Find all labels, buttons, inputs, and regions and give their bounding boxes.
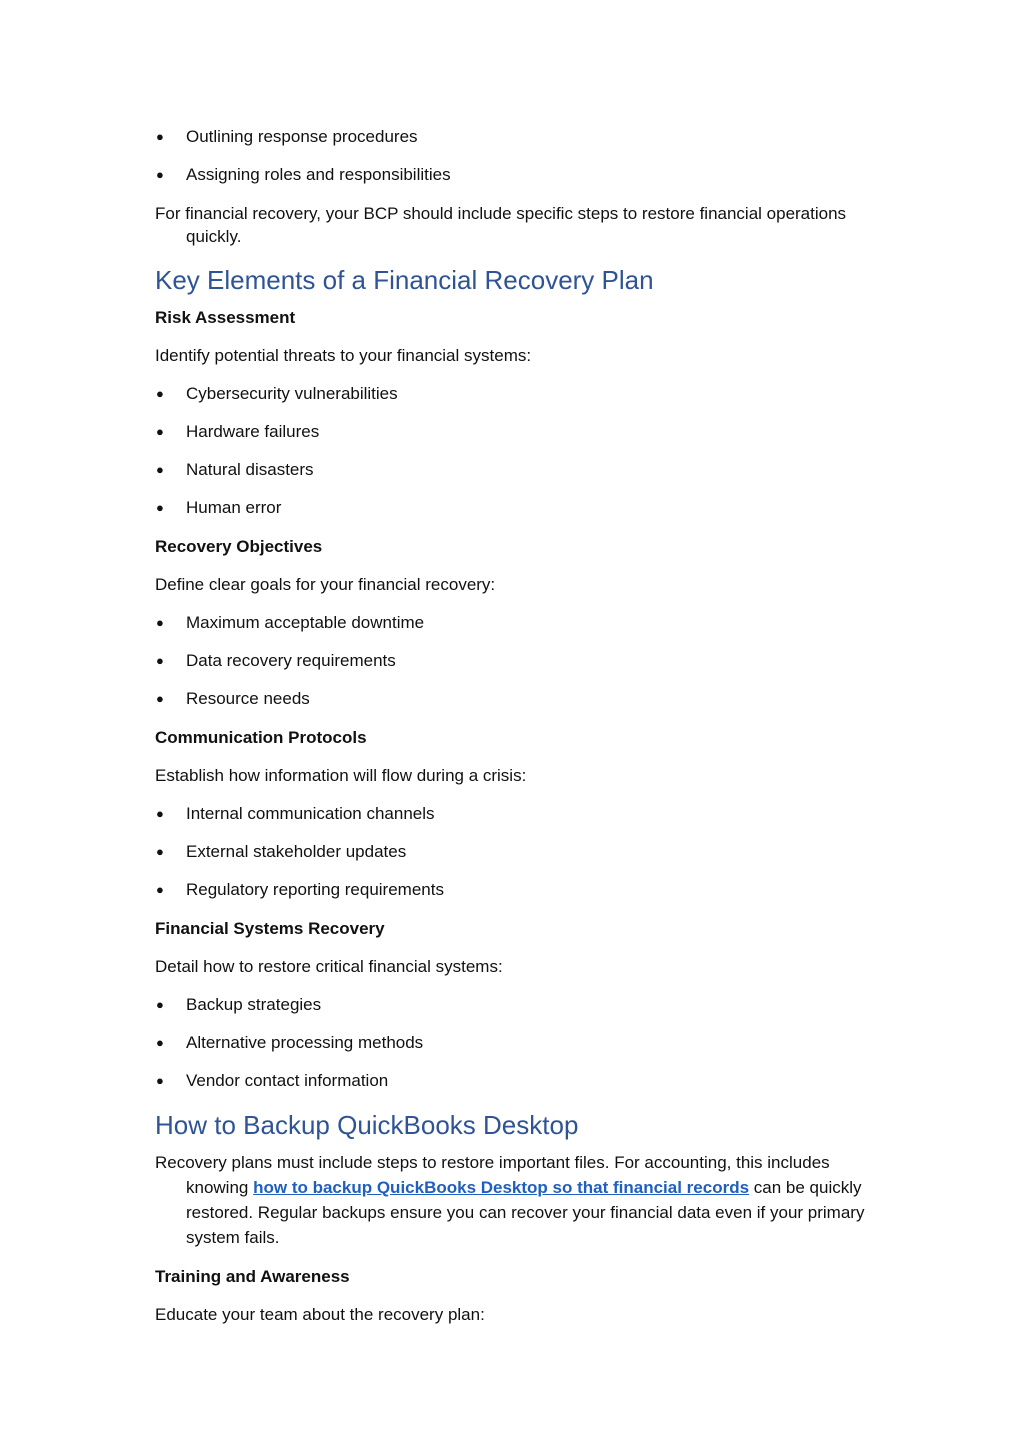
backup-paragraph-line bbox=[186, 1176, 862, 1200]
subsection-lead: Define clear goals for your financial recovery: bbox=[155, 575, 496, 594]
backup-paragraph-line: system fails. bbox=[186, 1228, 280, 1247]
intro-paragraph-line: quickly. bbox=[186, 227, 242, 246]
bullet-icon: ● bbox=[156, 882, 164, 897]
list-item-text: Backup strategies bbox=[186, 995, 322, 1014]
list-item-text: Regulatory reporting requirements bbox=[186, 880, 444, 899]
subsection-lead: Identify potential threats to your financial systems: bbox=[155, 346, 532, 365]
subsection-title: Recovery Objectives bbox=[155, 537, 323, 556]
section-heading: How to Backup QuickBooks Desktop bbox=[155, 1110, 579, 1140]
bullet-icon: ● bbox=[156, 1073, 164, 1088]
list-item-text: Data recovery requirements bbox=[186, 651, 396, 670]
subsection-lead: Educate your team about the recovery plan: bbox=[155, 1305, 485, 1324]
list-item-text: Internal communication channels bbox=[186, 804, 435, 823]
bullet-icon: ● bbox=[156, 844, 164, 859]
bullet-icon: ● bbox=[156, 129, 164, 144]
list-item-text: Cybersecurity vulnerabilities bbox=[186, 384, 398, 403]
subsection-title: Communication Protocols bbox=[155, 728, 367, 747]
section-heading: Key Elements of a Financial Recovery Plan bbox=[155, 265, 654, 295]
list-item-text: Outlining response procedures bbox=[186, 127, 418, 146]
bullet-icon: ● bbox=[156, 806, 164, 821]
bullet-icon: ● bbox=[156, 167, 164, 182]
list-item-text: Human error bbox=[186, 498, 282, 517]
backup-paragraph-text: knowing bbox=[186, 1178, 254, 1197]
list-item-text: Assigning roles and responsibilities bbox=[186, 165, 451, 184]
list-item-text: Hardware failures bbox=[186, 422, 320, 441]
subsection-lead: Detail how to restore critical financial systems: bbox=[155, 957, 503, 976]
bullet-icon: ● bbox=[156, 653, 164, 668]
quickbooks-backup-link[interactable]: how to backup QuickBooks Desktop so that financial records bbox=[253, 1178, 750, 1197]
subsection-title: Financial Systems Recovery bbox=[155, 919, 385, 938]
list-item-text: Resource needs bbox=[186, 689, 310, 708]
backup-paragraph-line: restored. Regular backups ensure you can recover your financial data even if your primary bbox=[186, 1203, 865, 1222]
bullet-icon: ● bbox=[156, 1035, 164, 1050]
bullet-icon: ● bbox=[156, 424, 164, 439]
list-item-text: Maximum acceptable downtime bbox=[186, 613, 425, 632]
list-item-text: Vendor contact information bbox=[186, 1071, 389, 1090]
list-item-text: External stakeholder updates bbox=[186, 842, 407, 861]
bullet-icon: ● bbox=[156, 615, 164, 630]
backup-paragraph-line: Recovery plans must include steps to restore important files. For accounting, this includes bbox=[155, 1153, 830, 1172]
bullet-icon: ● bbox=[156, 691, 164, 706]
bullet-icon: ● bbox=[156, 386, 164, 401]
intro-paragraph-line: For financial recovery, your BCP should include specific steps to restore financial operations bbox=[155, 204, 847, 223]
subsection-lead: Establish how information will flow during a crisis: bbox=[155, 766, 527, 785]
bullet-icon: ● bbox=[156, 500, 164, 515]
subsection-title: Training and Awareness bbox=[155, 1267, 350, 1286]
bullet-icon: ● bbox=[156, 997, 164, 1012]
bullet-icon: ● bbox=[156, 462, 164, 477]
list-item-text: Alternative processing methods bbox=[186, 1033, 424, 1052]
subsection-title: Risk Assessment bbox=[155, 308, 296, 327]
backup-paragraph-text: can be quickly bbox=[749, 1178, 862, 1197]
list-item-text: Natural disasters bbox=[186, 460, 314, 479]
